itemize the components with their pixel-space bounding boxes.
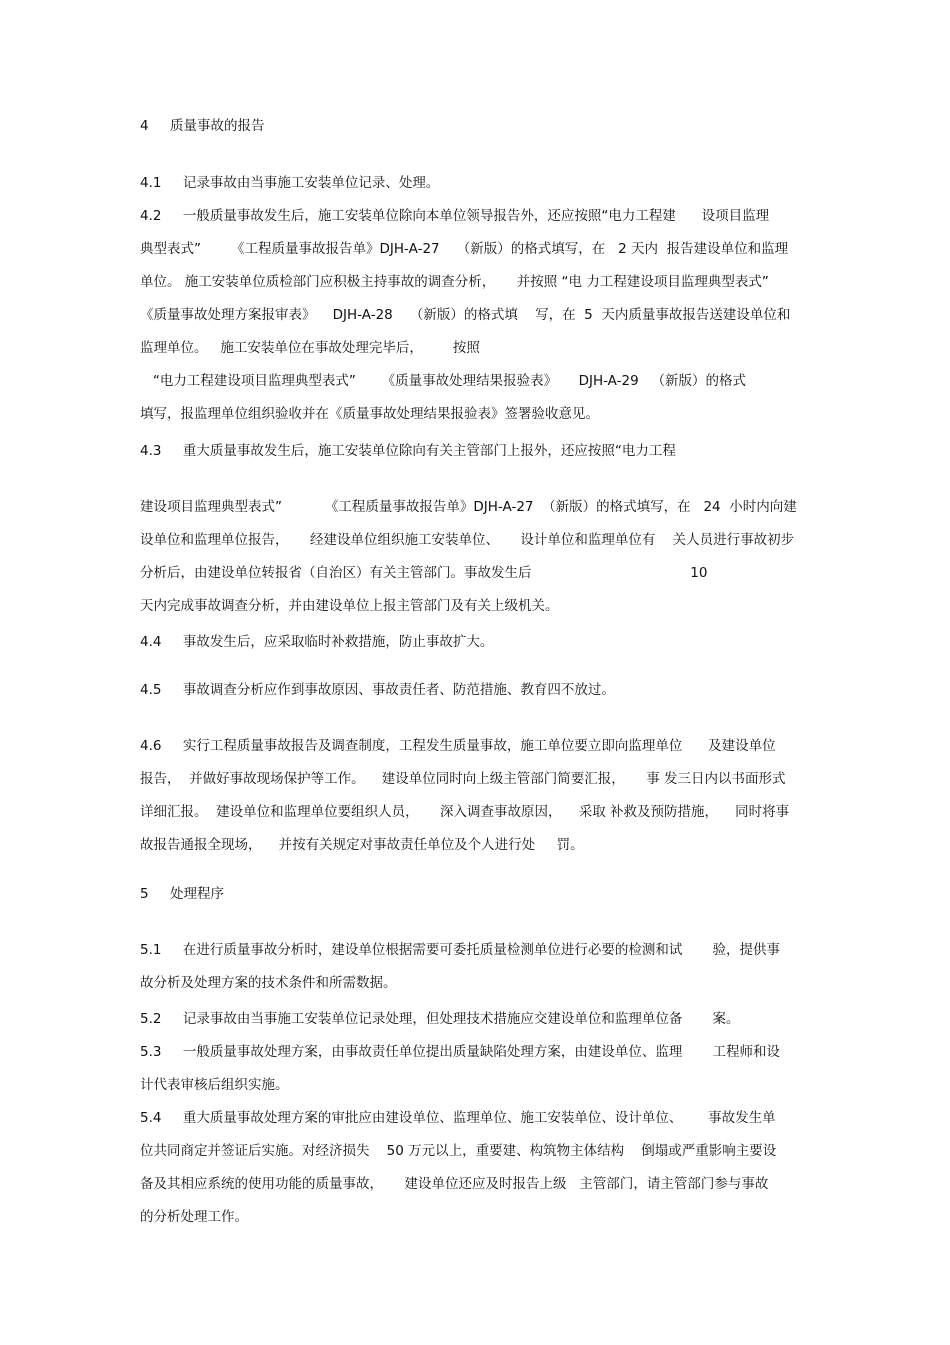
paragraph-4-2-line-6: “电力工程建设项目监理典型表式” 《质量事故处理结果报验表》 DJH-A-29 （新版）的格式 [140,373,747,389]
paragraph-4-2-line-5: 监理单位。 施工安装单位在事故处理完毕后， 按照 [140,340,480,356]
paragraph-4-6-line-1: 4.6 实行工程质量事故报告及调查制度，工程发生质量事故，施工单位要立即向监理单位 及建设单位 [140,738,776,754]
paragraph-4-3-line-4: 分析后，由建设单位转报省（自治区）有关主管部门。事故发生后 10 [140,565,708,581]
paragraph-4-2-line-7: 填写，报监理单位组织验收并在《质量事故处理结果报验表》签署验收意见。 [140,406,599,422]
paragraph-4-2-line-2: 典型表式” 《工程质量事故报告单》DJH-A-27 （新版）的格式填写，在 2 天内 报告建设单位和监理 [140,241,789,257]
paragraph-4-2-line-4: 《质量事故处理方案报审表》 DJH-A-28 （新版）的格式填 写，在 5 天内质量事故报告送建设单位和 [140,307,791,323]
paragraph-5-1-line-1: 5.1 在进行质量事故分析时，建设单位根据需要可委托质量检测单位进行必要的检测和试 验，提供事 [140,942,780,958]
paragraph-5-4-line-1: 5.4 重大质量事故处理方案的审批应由建设单位、监理单位、施工安装单位、设计单位、 事故发生单 [140,1110,776,1126]
paragraph-4-3-line-5: 天内完成事故调查分析，并由建设单位上报主管部门及有关上级机关。 [140,598,559,614]
paragraph-5-3-line-1: 5.3 一般质量事故处理方案，由事故责任单位提出质量缺陷处理方案，由建设单位、监理 工程师和设 [140,1044,780,1060]
paragraph-5-3-line-2: 计代表审核后组织实施。 [140,1077,289,1093]
section-5-heading: 5 处理程序 [140,886,225,902]
paragraph-4-6-line-3: 详细汇报。 建设单位和监理单位要组织人员， 深入调查事故原因， 采取 补救及预防措施， 同时将事 [140,804,790,820]
paragraph-4-2-line-1: 4.2 一般质量事故发生后，施工安装单位除向本单位领导报告外，还应按照“电力工程建 设项目监理 [140,208,770,224]
paragraph-4-4: 4.4 事故发生后，应采取临时补救措施，防止事故扩大。 [140,634,494,650]
paragraph-4-3-line-2: 建设项目监理典型表式” 《工程质量事故报告单》DJH-A-27 （新版）的格式填写，在 24 小时内向建 [140,499,797,515]
paragraph-5-4-line-3: 备及其相应系统的使用功能的质量事故， 建设单位还应及时报告上级 主管部门，请主管部门参与事故 [140,1176,769,1192]
paragraph-4-3-line-1: 4.3 重大质量事故发生后，施工安装单位除向有关主管部门上报外，还应按照“电力工程 [140,443,676,459]
paragraph-5-4-line-4: 的分析处理工作。 [140,1209,248,1225]
paragraph-5-2: 5.2 记录事故由当事施工安装单位记录处理，但处理技术措施应交建设单位和监理单位备 案。 [140,1011,740,1027]
paragraph-4-1: 4.1 记录事故由当事施工安装单位记录、处理。 [140,175,440,191]
paragraph-4-5: 4.5 事故调查分析应作到事故原因、事故责任者、防范措施、教育四不放过。 [140,682,615,698]
paragraph-4-3-line-3: 设单位和监理单位报告， 经建设单位组织施工安装单位、 设计单位和监理单位有 关人员进行事故初步 [140,532,795,548]
paragraph-4-2-line-3: 单位。 施工安装单位质检部门应积极主持事故的调查分析， 并按照 “电 力工程建设项目监理典型表式” [140,274,769,290]
section-4-heading: 4 质量事故的报告 [140,118,265,134]
paragraph-5-4-line-2: 位共同商定并签证后实施。对经济损失 50 万元以上，重要建、构筑物主体结构 倒塌或严重影响主要设 [140,1143,777,1159]
paragraph-4-6-line-2: 报告， 并做好事故现场保护等工作。 建设单位同时向上级主管部门简要汇报， 事 发三日内以书面形式 [140,771,786,787]
paragraph-5-1-line-2: 故分析及处理方案的技术条件和所需数据。 [140,975,397,991]
paragraph-4-6-line-4: 故报告通报全现场， 并按有关规定对事故责任单位及个人进行处 罚。 [140,837,584,853]
